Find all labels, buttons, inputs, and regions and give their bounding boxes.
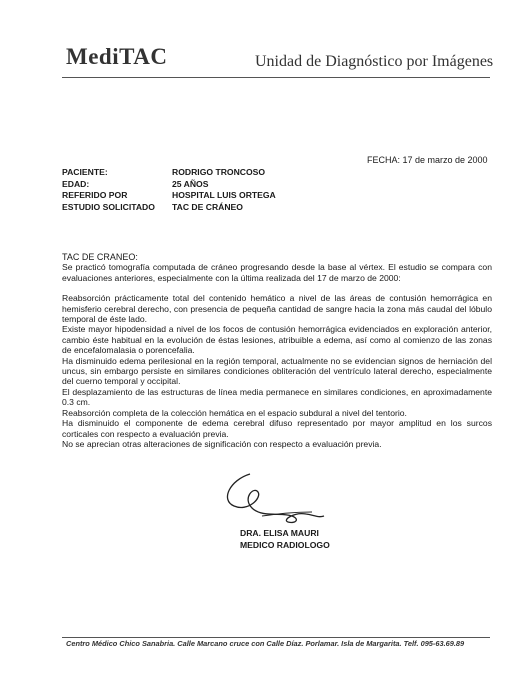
finding-paragraph: Existe mayor hipodensidad a nivel de los focos de contusión hemorrágica evidenciados en exploración anterior, cambio éste habitual en la evolución de éstas lesiones, atribuible a edema, así como al comienzo de las zonas de encefalomalasia o porencefalia. xyxy=(62,324,492,356)
handwritten-signature xyxy=(222,472,352,532)
study-value: TAC DE CRÁNEO xyxy=(172,201,243,212)
doctor-title: MEDICO RADIOLOGO xyxy=(240,540,330,550)
footer-address: Centro Médico Chico Sanabria. Calle Marcano cruce con Calle Díaz. Porlamar. Isla de Margarita. Telf. 095-63.69.89 xyxy=(66,639,465,648)
footer-rule xyxy=(62,637,490,638)
unit-title: Unidad de Diagnóstico por Imágenes xyxy=(255,53,494,70)
study-label: ESTUDIO SOLICITADO xyxy=(62,201,155,212)
logo: MediTAC xyxy=(66,44,168,69)
report-intro: Se practicó tomografía computada de cráneo progresando desde la base al vértex. El estudio se compara con evaluaciones anteriores, especialmente con la última realizada del 17 de marzo de 2000: xyxy=(62,262,492,283)
finding-paragraph: El desplazamiento de las estructuras de línea media permanece en similares condiciones, en aproximadamente 0.3 cm. xyxy=(62,386,492,408)
age-label: EDAD: xyxy=(62,178,90,189)
age-value: 25 AÑOS xyxy=(172,178,209,189)
age-row xyxy=(62,179,276,191)
referred-row xyxy=(62,190,276,202)
finding-paragraph: Reabsorción completa de la colección hemática en el espacio subdural a nivel del tentorio. xyxy=(62,407,407,418)
study-row xyxy=(62,202,276,214)
report-date: FECHA: 17 de marzo de 2000 xyxy=(367,155,488,165)
finding-paragraph: Ha disminuido edema perilesional en la región temporal, actualmente no se evidencian signos de herniación del uncus, sin embargo persiste en similares condiciones obliteración del ventrículo lateral derecho, especialmente del cuerno temporal y occipital. xyxy=(62,355,492,387)
finding-paragraph: No se aprecian otras alteraciones de significación con respecto a evaluación previa. xyxy=(62,438,382,449)
header-rule xyxy=(62,77,490,78)
patient-label: PACIENTE: xyxy=(62,167,108,177)
signature-block xyxy=(240,527,330,551)
referred-value: HOSPITAL LUIS ORTEGA xyxy=(172,190,276,200)
report-heading: TAC DE CRANEO: xyxy=(62,252,138,262)
report-body xyxy=(62,252,492,449)
doctor-name: DRA. ELISA MAURI xyxy=(240,528,319,538)
finding-paragraph: Ha disminuido el componente de edema cerebral difuso representado por mayor amplitud en los surcos corticales con respecto a evaluación previa. xyxy=(62,418,492,439)
patient-row xyxy=(62,167,276,179)
finding-paragraph: Reabsorción prácticamente total del contenido hemático a nivel de las áreas de contusión hemorrágica en hemisferio cerebral derecho, con presencia de pequeña cantidad de sangre hacia la zona más caudal del lóbulo temporal de éste lado. xyxy=(62,293,492,325)
patient-info xyxy=(62,167,276,213)
referred-label: REFERIDO POR xyxy=(62,190,128,200)
patient-value: RODRIGO TRONCOSO xyxy=(172,167,266,177)
